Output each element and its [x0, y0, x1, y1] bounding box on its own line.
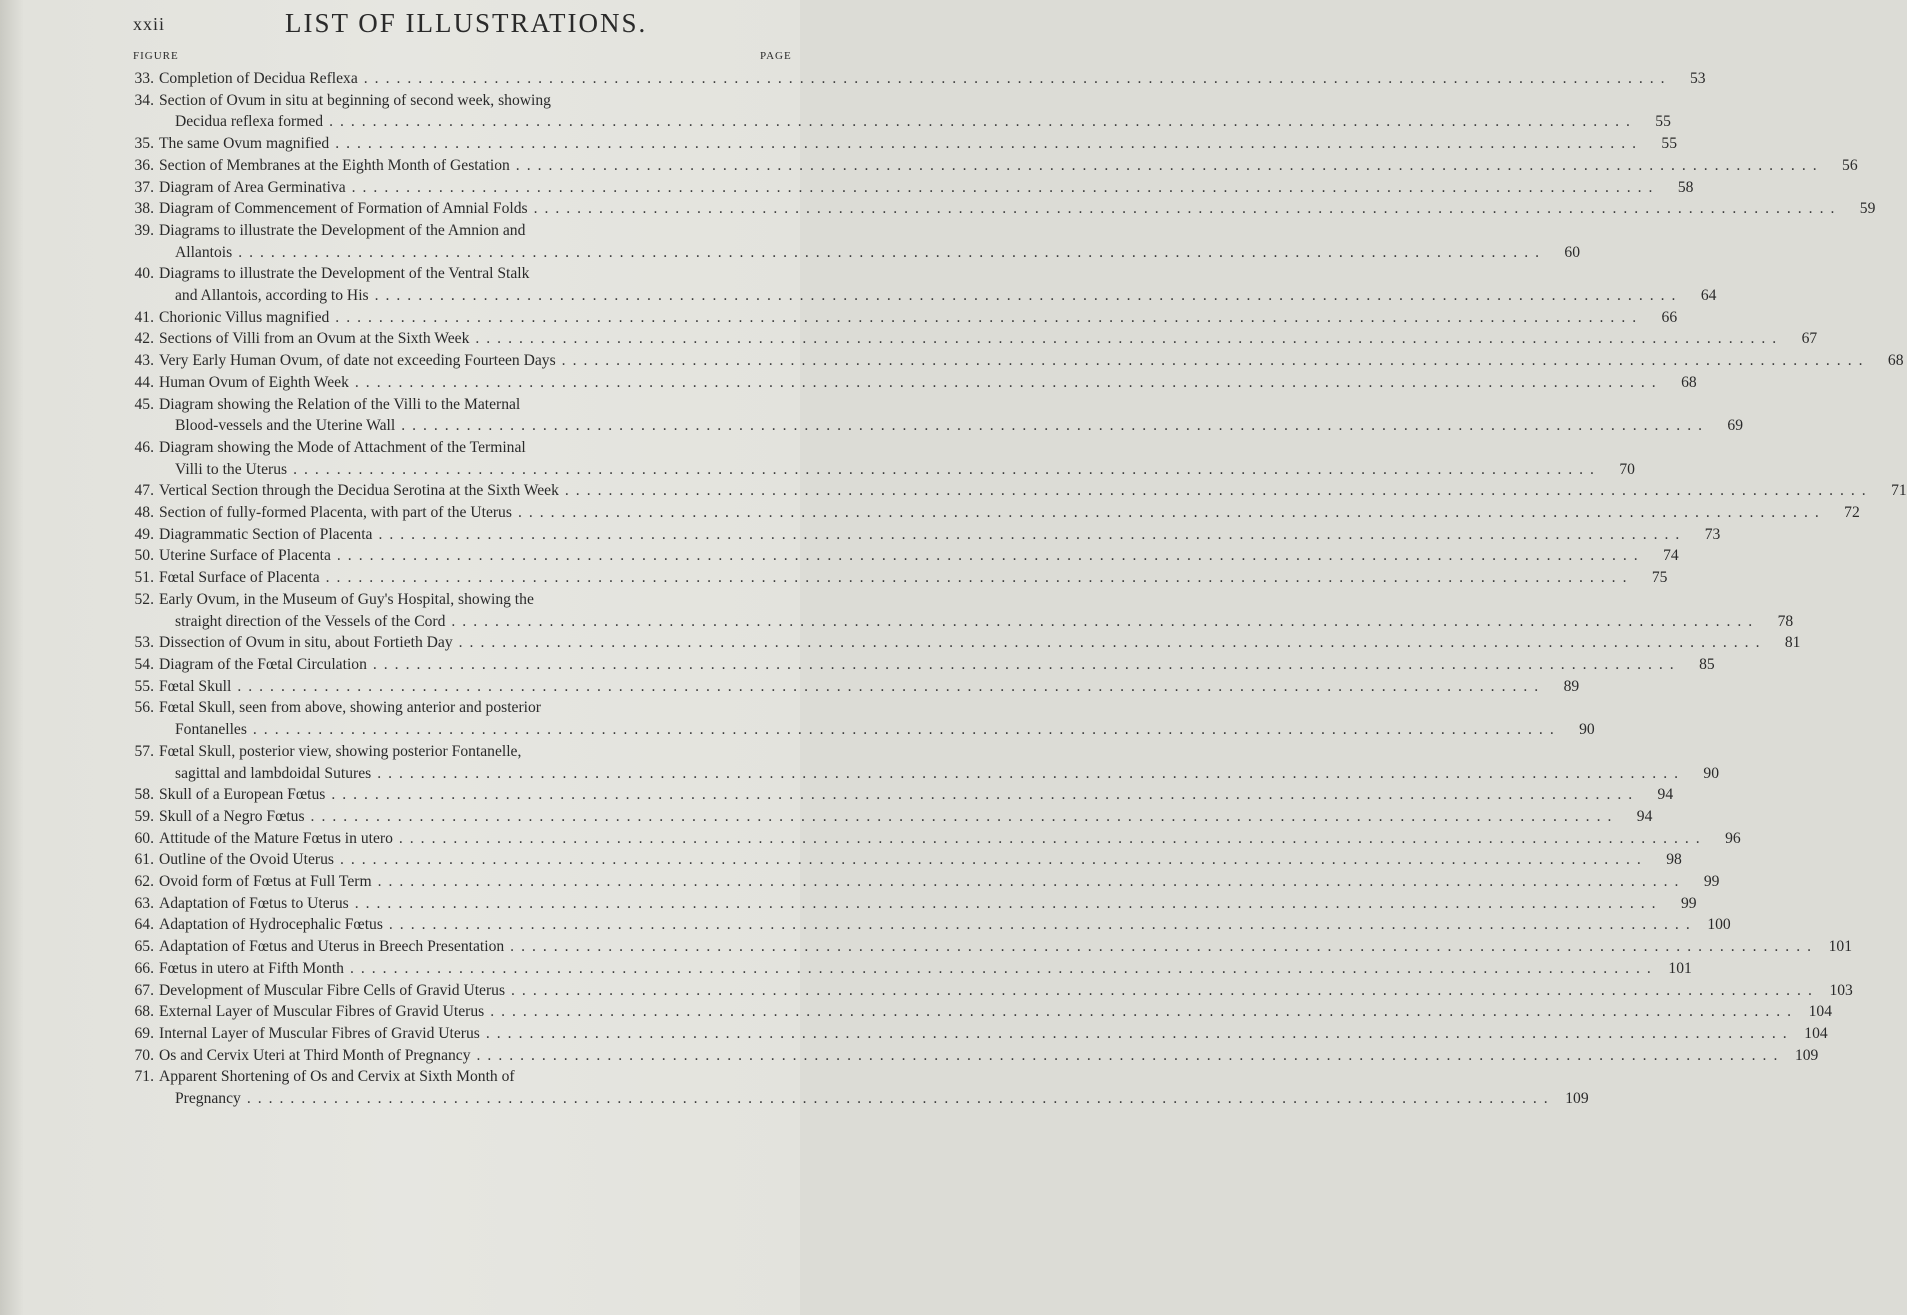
figure-number: 53.	[134, 634, 154, 652]
list-item	[128, 871, 1720, 893]
list-item	[128, 198, 1876, 220]
figure-caption: Human Ovum of Eighth Week	[159, 373, 349, 391]
figure-caption: Uterine Surface of Placenta	[159, 547, 331, 565]
page-reference: 72	[1844, 504, 1860, 522]
figure-caption: Pregnancy	[175, 1090, 241, 1108]
leader-dots: ........................................................................................................................	[329, 113, 1637, 131]
list-item	[128, 437, 1635, 480]
list-item	[128, 90, 1671, 133]
figure-number: 41.	[134, 308, 154, 326]
figure-caption: Diagram of the Fœtal Circulation	[159, 655, 367, 673]
page-reference: 104	[1808, 1003, 1833, 1021]
figure-caption: Fœtal Skull, posterior view, showing posterior Fontanelle,	[159, 742, 522, 760]
figure-number: 71.	[134, 1068, 154, 1086]
list-item	[128, 307, 1678, 329]
page-reference: 104	[1804, 1024, 1828, 1042]
leader-dots: ........................................................................................................................	[510, 938, 1818, 956]
list-item	[128, 177, 1694, 199]
figure-number: 64.	[134, 916, 154, 934]
page-reference: 53	[1689, 70, 1706, 87]
list-item	[128, 263, 1717, 306]
page-reference: 58	[1677, 178, 1694, 196]
page-reference: 100	[1707, 916, 1731, 934]
list-item	[128, 480, 1907, 502]
page-reference: 70	[1619, 460, 1635, 478]
figure-number: 52.	[134, 590, 154, 608]
figure-caption: Completion of Decidua Reflexa	[159, 70, 358, 87]
figure-caption: Internal Layer of Muscular Fibres of Gravid Uterus	[159, 1024, 480, 1042]
list-item	[128, 741, 1719, 784]
list-item	[128, 980, 1853, 1002]
figure-caption: Fœtal Skull, seen from above, showing anterior and posterior	[159, 699, 541, 717]
list-item	[128, 697, 1595, 740]
figure-number: 62.	[134, 873, 154, 891]
leader-dots: ........................................................................................................................	[339, 851, 1648, 869]
figure-number: 61.	[134, 851, 154, 869]
figure-number: 55.	[134, 677, 154, 695]
figure-number: 68.	[134, 1003, 154, 1021]
figure-number: 49.	[134, 525, 154, 543]
figure-caption: Development of Muscular Fibre Cells of Gravid Uterus	[159, 981, 506, 999]
figure-number: 57.	[134, 742, 154, 760]
figure-caption: Vertical Section through the Decidua Serotina at the Sixth Week	[159, 482, 559, 500]
figure-number: 45.	[134, 395, 154, 413]
figure-caption: and Allantois, according to His	[175, 287, 369, 305]
figure-number: 59.	[134, 807, 154, 825]
list-item	[128, 328, 1818, 350]
list-item	[128, 524, 1721, 546]
leader-dots: ........................................................................................................................	[325, 569, 1634, 587]
figure-caption: Diagrams to illustrate the Development of the Amnion and	[159, 221, 526, 239]
figure-caption: Apparent Shortening of Os and Cervix at Sixth Month of	[159, 1068, 515, 1086]
figure-number: 35.	[134, 135, 154, 153]
list-item	[128, 1045, 1819, 1067]
list-item	[128, 545, 1679, 567]
figure-caption: Diagram showing the Relation of the Villi to the Maternal	[159, 395, 521, 413]
leader-dots: ........................................................................................................................	[515, 156, 1824, 174]
figure-number: 48.	[134, 504, 154, 522]
figure-caption: Diagram showing the Mode of Attachment of the Terminal	[159, 438, 526, 456]
page-reference: 109	[1794, 1046, 1819, 1064]
leader-dots: ........................................................................................................................	[354, 373, 1663, 391]
figure-caption: Ovoid form of Fœtus at Full Term	[159, 873, 372, 891]
page-reference: 109	[1565, 1090, 1589, 1108]
figure-caption: Section of Membranes at the Eighth Month of Gestation	[159, 156, 510, 174]
leader-dots: ........................................................................................................................	[561, 352, 1870, 370]
list-item	[128, 155, 1858, 177]
leader-dots: ........................................................................................................................	[377, 764, 1685, 782]
page-reference: 78	[1777, 612, 1794, 630]
leader-dots: ........................................................................................................................	[363, 70, 1672, 87]
figure-caption: Fœtal Skull	[159, 677, 232, 695]
page-title: LIST OF ILLUSTRATIONS.	[285, 8, 648, 38]
figure-number: 47.	[134, 482, 154, 500]
page-reference: 60	[1564, 243, 1580, 261]
page-reference: 75	[1651, 569, 1668, 587]
figure-caption: Diagram of Commencement of Formation of Amnial Folds	[159, 200, 528, 218]
leader-dots: ........................................................................................................................	[331, 786, 1640, 804]
leader-dots: ........................................................................................................................	[310, 807, 1619, 825]
page-reference: 90	[1703, 764, 1719, 782]
list-item	[128, 133, 1677, 155]
page-reference: 73	[1704, 525, 1721, 543]
leader-dots: ........................................................................................................................	[398, 829, 1707, 847]
page-reference: 103	[1829, 981, 1853, 999]
page-reference: 68	[1681, 373, 1697, 391]
leader-dots: ........................................................................................................................	[351, 178, 1660, 196]
leader-dots: ........................................................................................................................	[335, 308, 1644, 326]
figure-number: 58.	[134, 786, 154, 804]
figure-number: 34.	[134, 91, 154, 109]
figure-caption: Diagrammatic Section of Placenta	[159, 525, 373, 543]
figure-caption: Adaptation of Fœtus to Uterus	[159, 894, 349, 912]
figure-number: 67.	[134, 981, 154, 999]
figure-caption: Fœtus in utero at Fifth Month	[159, 959, 344, 977]
list-item	[128, 567, 1668, 589]
list-item	[128, 502, 1860, 524]
page-reference: 74	[1663, 547, 1679, 565]
list-item	[128, 676, 1580, 698]
figure-caption: Section of Ovum in situ at beginning of second week, showing	[159, 91, 551, 109]
leader-dots: ........................................................................................................................	[401, 417, 1709, 435]
figure-caption: Adaptation of Fœtus and Uterus in Breech Presentation	[159, 938, 505, 956]
figure-caption: Decidua reflexa formed	[175, 113, 324, 131]
list-item	[128, 654, 1715, 676]
figure-caption: Villi to the Uterus	[175, 460, 288, 478]
leader-dots: ........................................................................................................................	[517, 504, 1826, 522]
leader-dots: ........................................................................................................................	[335, 135, 1643, 153]
figure-caption: Fœtal Surface of Placenta	[159, 569, 320, 587]
leader-dots: ........................................................................................................................	[511, 981, 1819, 999]
figure-caption: Blood-vessels and the Uterine Wall	[175, 417, 396, 435]
figure-caption: Attitude of the Mature Fœtus in utero	[159, 829, 393, 847]
list-item	[128, 936, 1852, 958]
list-item	[128, 893, 1697, 915]
figure-number: 65.	[134, 938, 154, 956]
page-reference: 85	[1699, 655, 1715, 673]
list-item	[128, 784, 1674, 806]
figure-number: 43.	[134, 352, 154, 370]
leader-dots: ........................................................................................................................	[377, 873, 1686, 891]
figure-number: 54.	[134, 655, 154, 673]
leader-dots: ........................................................................................................................	[388, 916, 1697, 934]
figure-number: 33.	[134, 70, 154, 87]
list-item	[128, 828, 1741, 850]
list-item	[128, 806, 1653, 828]
page-reference: 90	[1579, 721, 1595, 739]
figure-number: 46.	[134, 438, 154, 456]
figure-column-label: FIGURE	[133, 50, 179, 62]
page-reference: 98	[1666, 851, 1682, 869]
list-item	[128, 220, 1580, 263]
list-item	[128, 1023, 1828, 1045]
page-reference: 66	[1661, 308, 1678, 326]
figure-number: 39.	[134, 221, 154, 239]
list-item	[128, 394, 1743, 437]
figure-caption: Early Ovum, in the Museum of Guy's Hospital, showing the	[159, 590, 534, 608]
page-number: xxii	[133, 14, 166, 34]
leader-dots: ........................................................................................................................	[374, 287, 1683, 305]
page-reference: 68	[1887, 352, 1904, 370]
leader-dots: ........................................................................................................................	[354, 894, 1663, 912]
page-header	[0, 6, 800, 46]
page-reference: 94	[1636, 807, 1653, 825]
figure-caption: Skull of a European Fœtus	[159, 786, 326, 804]
figure-number: 51.	[134, 569, 154, 587]
leader-dots: ........................................................................................................................	[451, 612, 1760, 630]
figure-number: 40.	[134, 265, 154, 283]
figure-caption: Fontanelles	[175, 721, 247, 739]
leader-dots: ........................................................................................................................	[533, 200, 1842, 218]
leader-dots: ........................................................................................................................	[293, 460, 1601, 478]
figure-caption: Section of fully-formed Placenta, with part of the Uterus	[159, 504, 512, 522]
figure-caption: Very Early Human Ovum, of date not exceeding Fourteen Days	[159, 352, 556, 370]
list-item	[128, 914, 1731, 936]
leader-dots: ........................................................................................................................	[475, 330, 1784, 348]
page-reference: 81	[1784, 634, 1801, 652]
leader-dots: ........................................................................................................................	[476, 1046, 1785, 1064]
page-reference: 101	[1668, 959, 1692, 977]
page-reference: 67	[1801, 330, 1818, 348]
leader-dots: ........................................................................................................................	[336, 547, 1645, 565]
page-reference: 55	[1661, 135, 1677, 153]
figure-caption: Diagram of Area Germinativa	[159, 178, 346, 196]
page-reference: 64	[1700, 287, 1717, 305]
leader-dots: ........................................................................................................................	[238, 243, 1546, 261]
list-item	[128, 632, 1801, 654]
list-item	[128, 1001, 1833, 1023]
leader-dots: ........................................................................................................................	[458, 634, 1767, 652]
list-item	[128, 372, 1697, 394]
page-column-label: PAGE	[760, 50, 792, 62]
figure-number: 36.	[134, 156, 154, 174]
figure-number: 42.	[134, 330, 154, 348]
leader-dots: ........................................................................................................................	[378, 525, 1687, 543]
page-reference: 71	[1891, 482, 1907, 500]
figure-number: 56.	[134, 699, 154, 717]
page-reference: 69	[1727, 417, 1743, 435]
page-reference: 59	[1859, 200, 1876, 218]
figure-caption: Skull of a Negro Fœtus	[159, 807, 305, 825]
leader-dots: ........................................................................................................................	[252, 721, 1561, 739]
page-reference: 55	[1655, 113, 1671, 131]
leader-dots: ........................................................................................................................	[237, 677, 1546, 695]
list-item	[128, 1066, 1589, 1109]
column-headers	[0, 50, 800, 66]
leader-dots: ........................................................................................................................	[485, 1024, 1794, 1042]
figure-caption: sagittal and lambdoidal Sutures	[175, 764, 372, 782]
page-reference: 99	[1703, 873, 1720, 891]
page-reference: 94	[1657, 786, 1674, 804]
page-reference: 99	[1680, 894, 1697, 912]
list-item	[128, 958, 1692, 980]
leader-dots: ........................................................................................................................	[490, 1003, 1799, 1021]
page-reference: 101	[1828, 938, 1852, 956]
list-item	[128, 68, 1706, 90]
page-reference: 89	[1563, 677, 1580, 695]
figure-caption: Diagrams to illustrate the Development of the Ventral Stalk	[159, 265, 530, 283]
illustrations-list	[128, 68, 1907, 1110]
figure-number: 60.	[134, 829, 154, 847]
figure-caption: External Layer of Muscular Fibres of Gravid Uterus	[159, 1003, 485, 1021]
list-item	[128, 589, 1794, 632]
leader-dots: ........................................................................................................................	[372, 655, 1681, 673]
page-reference: 96	[1725, 829, 1741, 847]
leader-dots: ........................................................................................................................	[246, 1090, 1555, 1108]
list-item	[128, 849, 1682, 871]
figure-number: 37.	[134, 178, 154, 196]
figure-caption: Outline of the Ovoid Uterus	[159, 851, 334, 869]
figure-caption: Chorionic Villus magnified	[159, 308, 330, 326]
figure-number: 70.	[134, 1046, 154, 1064]
page-reference: 56	[1842, 156, 1858, 174]
figure-caption: Allantois	[175, 243, 233, 261]
figure-number: 63.	[134, 894, 154, 912]
figure-number: 44.	[134, 373, 154, 391]
leader-dots: ........................................................................................................................	[349, 959, 1658, 977]
figure-caption: Adaptation of Hydrocephalic Fœtus	[159, 916, 383, 934]
figure-caption: Sections of Villi from an Ovum at the Sixth Week	[159, 330, 470, 348]
figure-caption: straight direction of the Vessels of the Cord	[175, 612, 446, 630]
figure-number: 66.	[134, 959, 154, 977]
figure-caption: Dissection of Ovum in situ, about Fortieth Day	[159, 634, 453, 652]
list-item	[128, 350, 1904, 372]
leader-dots: ........................................................................................................................	[564, 482, 1873, 500]
figure-caption: The same Ovum magnified	[159, 135, 330, 153]
figure-number: 50.	[134, 547, 154, 565]
figure-number: 69.	[134, 1024, 154, 1042]
figure-number: 38.	[134, 200, 154, 218]
figure-caption: Os and Cervix Uteri at Third Month of Pregnancy	[159, 1046, 471, 1064]
